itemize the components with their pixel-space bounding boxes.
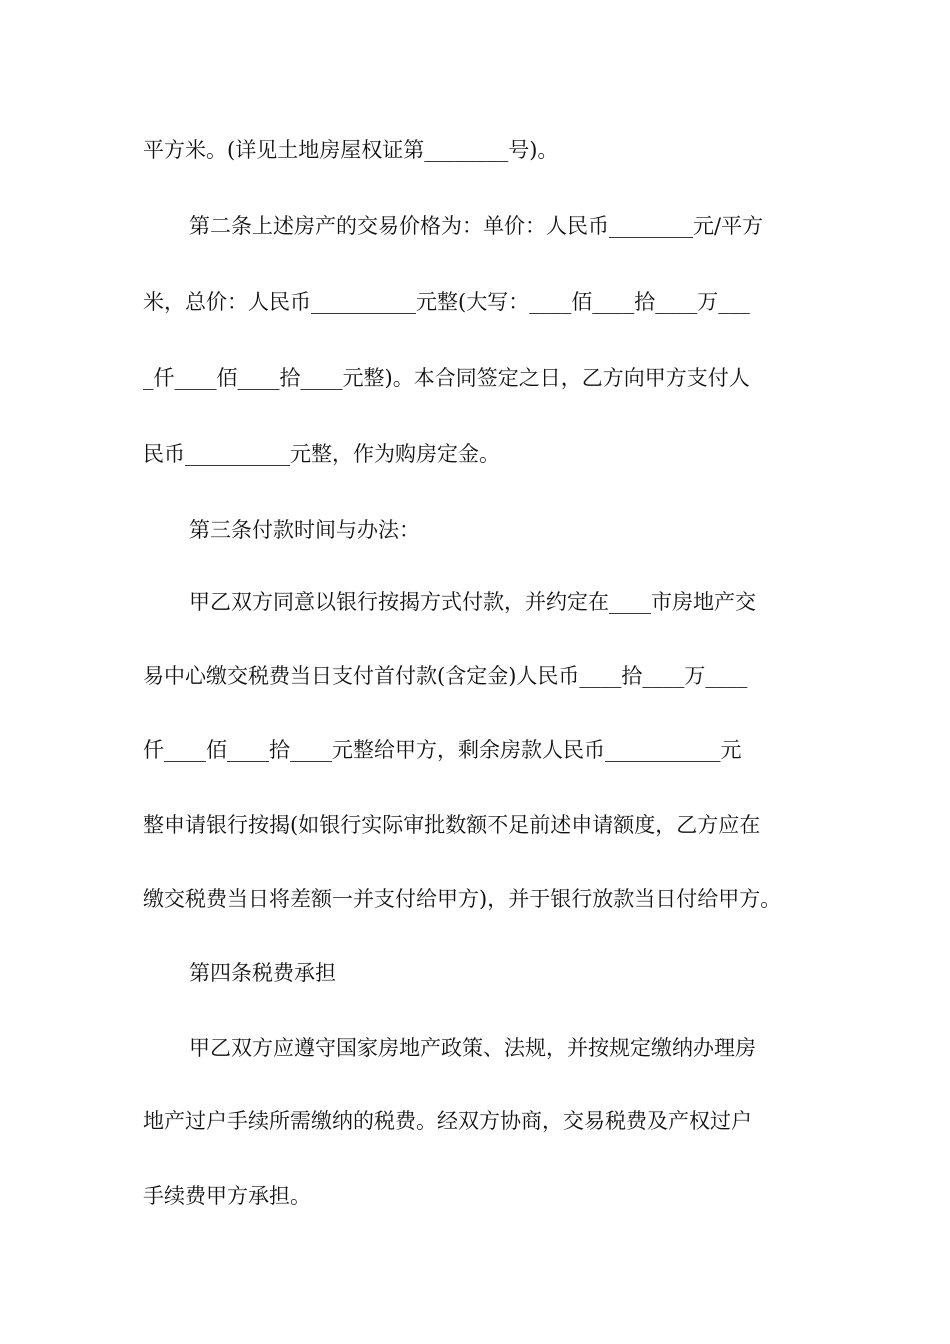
text-line-15: 手续费甲方承担。 (143, 1184, 311, 1208)
text-line-4: _仟____佰____拾____元整)。本合同签定之日，乙方向甲方支付人 (143, 366, 750, 390)
text-line-5: 民币__________元整，作为购房定金。 (143, 442, 500, 466)
text-line-14: 地产过户手续所需缴纳的税费。经双方协商，交易税费及产权过户 (143, 1109, 752, 1133)
text-line-3: 米，总价：人民币__________元整(大写：____佰____拾____万___ (143, 290, 750, 314)
article-3-heading: 第三条付款时间与办法： (189, 518, 420, 542)
text-line-13: 甲乙双方应遵守国家房地产政策、法规，并按规定缴纳办理房 (189, 1036, 756, 1060)
text-line-11: 缴交税费当日将差额一并支付给甲方)，并于银行放款当日付给甲方。 (143, 887, 782, 911)
article-4-heading: 第四条税费承担 (189, 961, 336, 985)
text-line-8: 易中心缴交税费当日支付首付款(含定金)人民币____拾____万____ (143, 664, 748, 688)
text-line-7: 甲乙双方同意以银行按揭方式付款，并约定在____市房地产交 (189, 590, 756, 614)
text-line-9: 仟____佰____拾____元整给甲方，剩余房款人民币___________元 (143, 738, 742, 762)
text-line-10: 整申请银行按揭(如银行实际审批数额不足前述申请额度，乙方应在 (143, 813, 761, 837)
article-2-heading-line: 第二条上述房产的交易价格为：单价：人民币________元/平方 (189, 214, 764, 238)
text-line-1: 平方米。(详见土地房屋权证第________号)。 (143, 138, 559, 162)
